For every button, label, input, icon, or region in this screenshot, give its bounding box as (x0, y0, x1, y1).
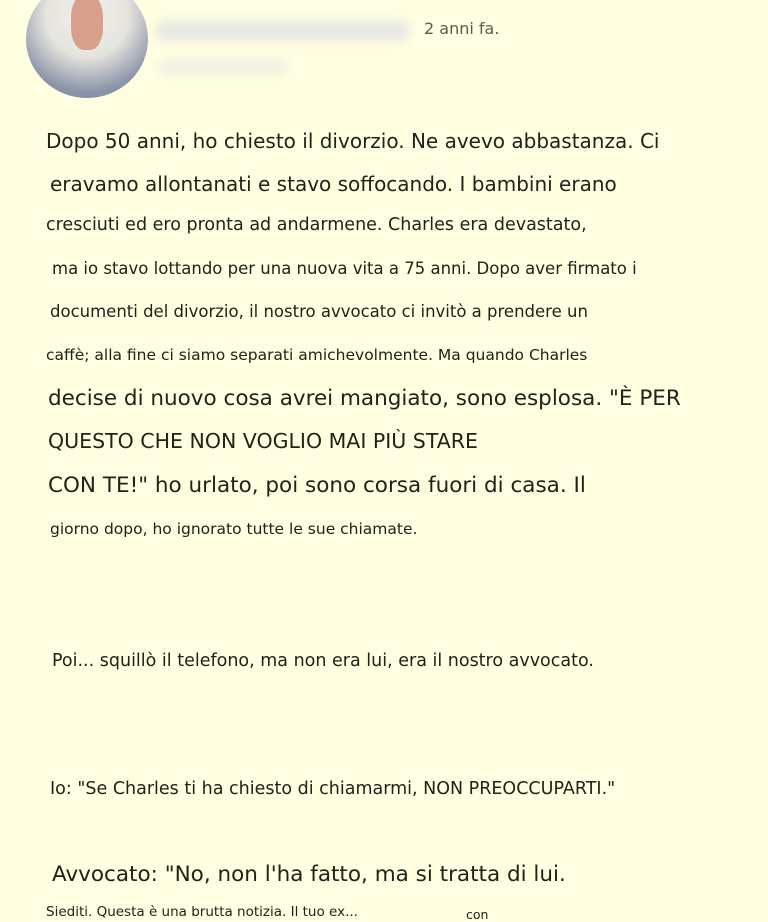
post-line: giorno dopo, ho ignorato tutte le sue chiamate. (50, 520, 418, 538)
avatar-face (71, 0, 103, 50)
post-line: Siediti. Questa è una brutta notizia. Il tuo ex... (46, 904, 358, 920)
post-line: con (466, 907, 489, 922)
post-line: cresciuti ed ero pronta ad andarmene. Charles era devastato, (46, 215, 587, 235)
avatar[interactable] (26, 0, 148, 98)
post-line: caffè; alla fine ci siamo separati amichevolmente. Ma quando Charles (46, 346, 588, 364)
post-line: documenti del divorzio, il nostro avvocato ci invitò a prendere un (50, 302, 588, 321)
post-line: CON TE!" ho urlato, poi sono corsa fuori di casa. Il (48, 473, 586, 498)
post-line: Poi... squillò il telefono, ma non era lui, era il nostro avvocato. (52, 651, 594, 671)
blurred-subtitle (158, 58, 288, 76)
blurred-username (155, 20, 410, 42)
post-line: decise di nuovo cosa avrei mangiato, sono esplosa. "È PER (48, 386, 681, 411)
post-line: eravamo allontanati e stavo soffocando. I bambini erano (50, 172, 617, 196)
post-line: QUESTO CHE NON VOGLIO MAI PIÙ STARE (48, 429, 478, 453)
post-line: Avvocato: "No, non l'ha fatto, ma si tratta di lui. (52, 862, 566, 887)
post-line: Dopo 50 anni, ho chiesto il divorzio. Ne avevo abbastanza. Ci (46, 129, 660, 153)
post-line: ma io stavo lottando per una nuova vita a 75 anni. Dopo aver firmato i (52, 259, 637, 278)
post-line: Io: "Se Charles ti ha chiesto di chiamarmi, NON PREOCCUPARTI." (50, 779, 616, 799)
timestamp: 2 anni fa. (424, 19, 500, 38)
